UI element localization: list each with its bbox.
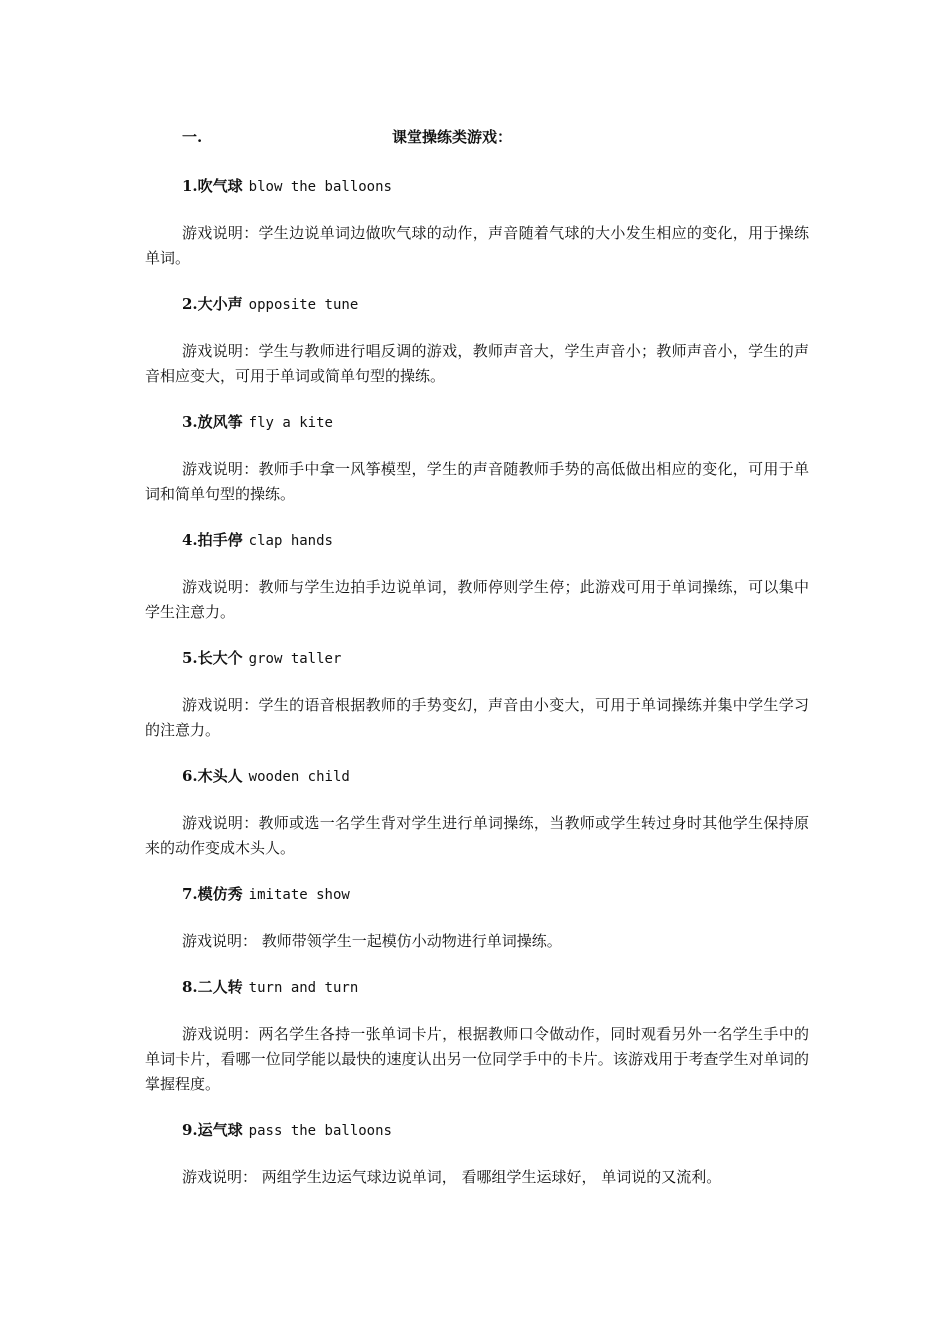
game-title-en: imitate show <box>248 887 350 903</box>
game-title <box>145 882 809 907</box>
game-title <box>145 292 809 317</box>
game-description: 游戏说明： 教师带领学生一起模仿小动物进行单词操练。 <box>182 932 562 950</box>
section-number: 一. <box>182 128 203 146</box>
game-title-en: grow taller <box>248 651 342 667</box>
game-title <box>145 410 809 435</box>
game-description: 游戏说明： 两组学生边运气球边说单词， 看哪组学生运球好， 单词说的又流利。 <box>182 1168 722 1186</box>
game-item-wooden-child <box>145 764 809 861</box>
game-title-en: blow the balloons <box>248 179 392 195</box>
game-title <box>145 646 809 671</box>
game-description: 游戏说明：学生与教师进行唱反调的游戏，教师声音大，学生声音小；教师声音小，学生的声音相应变大，可用于单词或简单句型的操练。 <box>145 342 809 385</box>
game-title-cn: 4.拍手停 <box>182 531 243 549</box>
game-title-cn: 3.放风筝 <box>182 413 243 431</box>
game-title <box>145 975 809 1000</box>
game-list <box>145 174 809 1211</box>
game-title-cn: 7.模仿秀 <box>182 885 243 903</box>
game-title-cn: 6.木头人 <box>182 767 243 785</box>
game-description: 游戏说明：两名学生各持一张单词卡片，根据教师口令做动作，同时观看另外一名学生手中的单词卡片，看哪一位同学能以最快的速度认出另一位同学手中的卡片。该游戏用于考查学生对单词的掌握程度。 <box>145 1025 809 1093</box>
game-title-cn: 1.吹气球 <box>182 177 243 195</box>
game-item-pass-the-balloons <box>145 1118 809 1190</box>
game-title-cn: 9.运气球 <box>182 1121 243 1139</box>
game-item-fly-a-kite <box>145 410 809 507</box>
game-title <box>145 764 809 789</box>
game-item-imitate-show <box>145 882 809 954</box>
game-description: 游戏说明：学生的语音根据教师的手势变幻，声音由小变大，可用于单词操练并集中学生学习的注意力。 <box>145 696 809 739</box>
game-item-turn-and-turn <box>145 975 809 1097</box>
section-title: 课堂操练类游戏： <box>392 128 513 146</box>
game-description: 游戏说明：教师与学生边拍手边说单词，教师停则学生停；此游戏可用于单词操练，可以集中学生注意力。 <box>145 578 809 621</box>
game-item-opposite-tune <box>145 292 809 389</box>
section-heading <box>182 126 702 150</box>
game-title-cn: 2.大小声 <box>182 295 243 313</box>
game-title-en: clap hands <box>248 533 333 549</box>
game-item-grow-taller <box>145 646 809 743</box>
game-title <box>145 174 809 199</box>
game-title-en: pass the balloons <box>248 1123 392 1139</box>
game-title-en: wooden child <box>248 769 350 785</box>
game-item-clap-hands <box>145 528 809 625</box>
game-item-blow-the-balloons <box>145 174 809 271</box>
game-description: 游戏说明：教师或选一名学生背对学生进行单词操练，当教师或学生转过身时其他学生保持原来的动作变成木头人。 <box>145 814 809 857</box>
game-title-en: opposite tune <box>248 297 359 313</box>
game-title <box>145 1118 809 1143</box>
game-title-cn: 8.二人转 <box>182 978 243 996</box>
game-title-cn: 5.长大个 <box>182 649 243 667</box>
game-title-en: fly a kite <box>248 415 333 431</box>
game-title <box>145 528 809 553</box>
game-description: 游戏说明：学生边说单词边做吹气球的动作，声音随着气球的大小发生相应的变化，用于操练单词。 <box>145 224 809 267</box>
game-title-en: turn and turn <box>248 980 359 996</box>
game-description: 游戏说明：教师手中拿一风筝模型，学生的声音随教师手势的高低做出相应的变化，可用于单词和简单句型的操练。 <box>145 460 809 503</box>
